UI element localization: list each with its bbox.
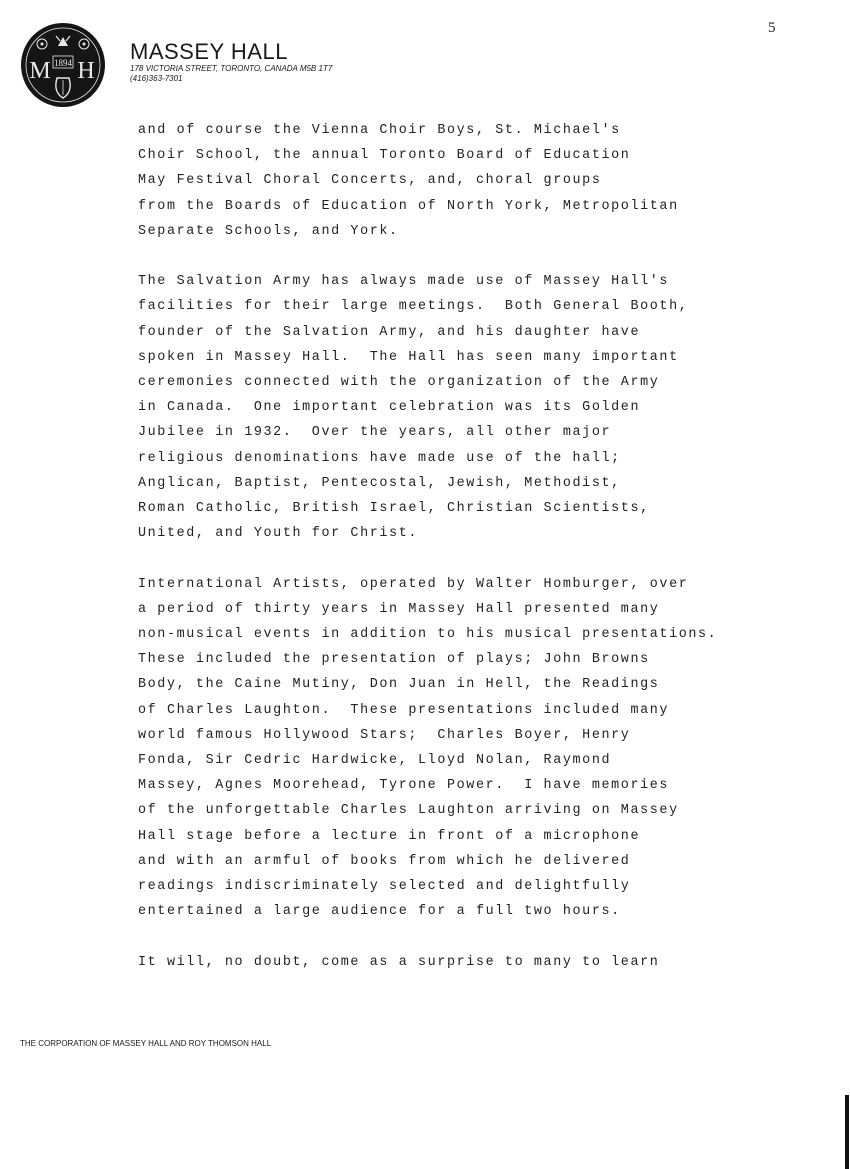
paragraph (138, 269, 838, 546)
text-line: and with an armful of books from which he delivered (138, 853, 631, 869)
logo-year: 1894 (54, 58, 72, 68)
text-line: These included the presentation of plays; John Browns (138, 652, 650, 668)
paragraph (138, 572, 838, 925)
text-line: The Salvation Army has always made use of Massey Hall's (138, 274, 670, 290)
text-line: Body, the Caine Mutiny, Don Juan in Hell, the Readings (138, 677, 660, 693)
massey-hall-logo (20, 22, 106, 108)
text-line: a period of thirty years in Massey Hall presented many (138, 601, 660, 617)
text-line: non-musical events in addition to his musical presentations. (138, 627, 718, 643)
page-number: 5 (768, 20, 776, 36)
text-line: Hall stage before a lecture in front of a microphone (138, 828, 641, 844)
text-line: of Charles Laughton. These presentations included many (138, 702, 670, 718)
paragraph (138, 118, 838, 244)
text-line: Roman Catholic, British Israel, Christian Scientists, (138, 501, 650, 517)
text-line: from the Boards of Education of North York, Metropolitan (138, 198, 679, 214)
text-line: Jubilee in 1932. Over the years, all other major (138, 425, 612, 441)
massey-hall-crest-icon (20, 22, 106, 108)
text-line: and of course the Vienna Choir Boys, St. Michael's (138, 123, 621, 138)
org-name: MASSEY HALL (130, 39, 288, 64)
footer-text: THE CORPORATION OF MASSEY HALL AND ROY THOMSON HALL (20, 1039, 272, 1048)
text-line: Separate Schools, and York. (138, 223, 399, 239)
paragraph (138, 950, 838, 975)
text-line: founder of the Salvation Army, and his daughter have (138, 324, 641, 340)
logo-monogram-left: M (29, 58, 51, 84)
letterhead (130, 40, 332, 84)
text-line: May Festival Choral Concerts, and, choral groups (138, 173, 602, 189)
text-line: It will, no doubt, come as a surprise to many to learn (138, 954, 660, 970)
text-line: facilities for their large meetings. Both General Booth, (138, 299, 689, 315)
org-address: 178 VICTORIA STREET, TORONTO, CANADA M5B 1T7 (130, 64, 333, 73)
text-line: readings indiscriminately selected and delightfully (138, 879, 631, 895)
text-line: in Canada. One important celebration was its Golden (138, 400, 641, 416)
text-line: Anglican, Baptist, Pentecostal, Jewish, Methodist, (138, 475, 621, 491)
logo-monogram-right: H (77, 58, 95, 84)
text-line: religious denominations have made use of the hall; (138, 450, 621, 466)
text-line: Fonda, Sir Cedric Hardwicke, Lloyd Nolan, Raymond (138, 753, 612, 769)
document-body (138, 118, 838, 1000)
text-line: United, and Youth for Christ. (138, 526, 419, 542)
text-line: Choir School, the annual Toronto Board of Education (138, 148, 631, 164)
text-line: entertained a large audience for a full two hours. (138, 904, 621, 920)
text-line: of the unforgettable Charles Laughton arriving on Massey (138, 803, 679, 819)
text-line: ceremonies connected with the organization of the Army (138, 375, 660, 391)
text-line: world famous Hollywood Stars; Charles Boyer, Henry (138, 727, 631, 743)
text-line: International Artists, operated by Walter Homburger, over (138, 576, 689, 592)
scan-edge-mark (845, 1095, 849, 1169)
text-line: Massey, Agnes Moorehead, Tyrone Power. I have memories (138, 778, 670, 794)
text-line: spoken in Massey Hall. The Hall has seen many important (138, 349, 679, 365)
org-phone: (416)363-7301 (130, 74, 183, 83)
